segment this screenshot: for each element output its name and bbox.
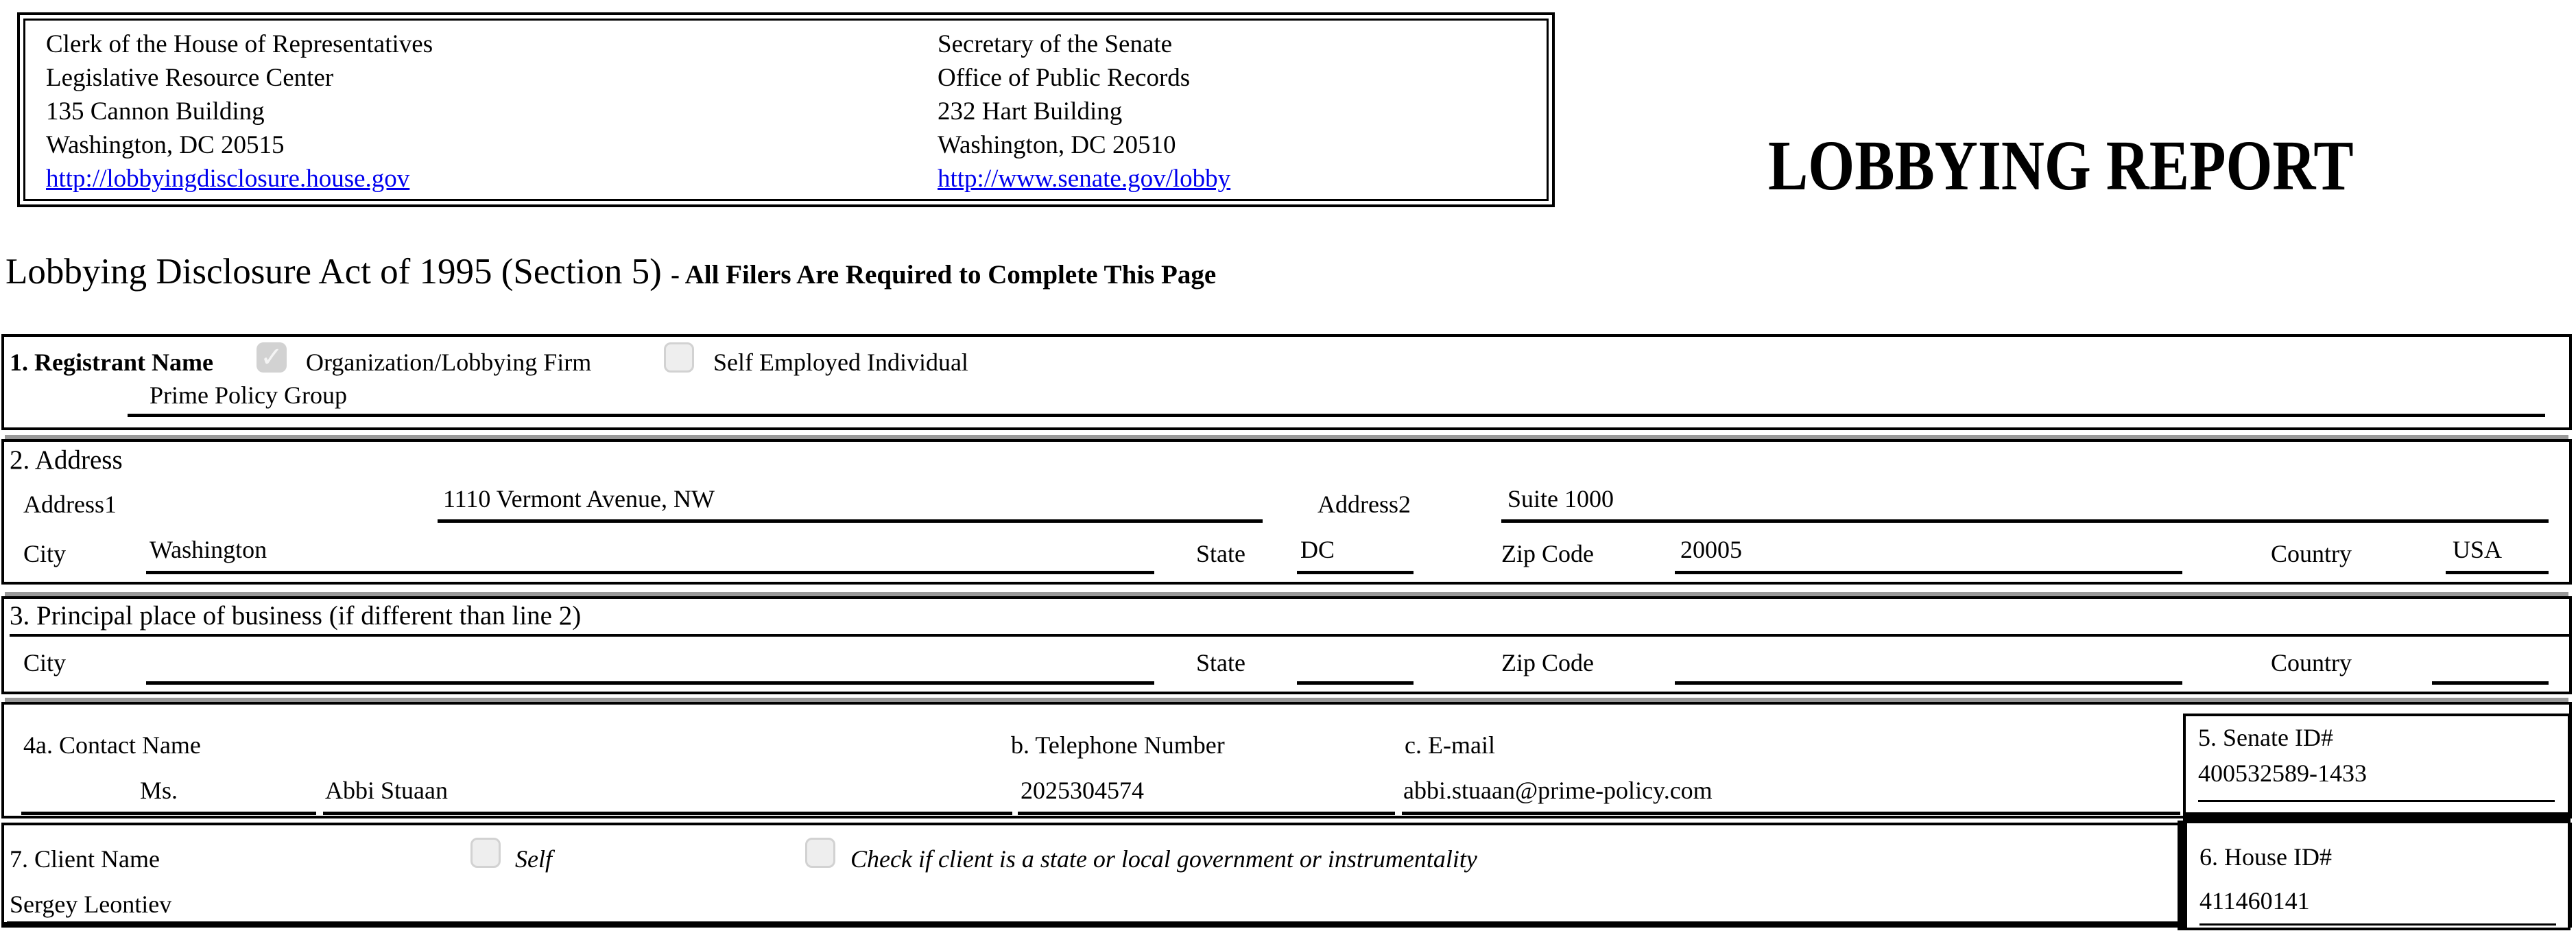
contact-name-label: 4a. Contact Name xyxy=(23,731,201,759)
senate-address-line: Office of Public Records xyxy=(938,64,1191,92)
address1-label: Address1 xyxy=(23,491,117,518)
house-address-line: Legislative Resource Center xyxy=(46,64,334,92)
agency-address-box-inner xyxy=(23,19,1549,201)
country-label: Country xyxy=(2271,540,2352,567)
zip-underline xyxy=(1675,571,2182,574)
address2-label: Address2 xyxy=(1317,491,1411,518)
senate-address-line: Secretary of the Senate xyxy=(938,30,1173,58)
subtitle xyxy=(5,251,1216,292)
email-field[interactable]: abbi.stuaan@prime-policy.com xyxy=(1403,777,1713,804)
client-government-label: Check if client is a state or local government or instrumentality xyxy=(850,845,1477,873)
agency-address-box xyxy=(17,12,1555,207)
principal-zip-underline xyxy=(1675,681,2182,685)
self-employed-option-label: Self Employed Individual xyxy=(713,349,968,376)
email-label: c. E-mail xyxy=(1405,731,1495,759)
senate-address-line: Washington, DC 20510 xyxy=(938,131,1176,159)
address1-field[interactable]: 1110 Vermont Avenue, NW xyxy=(443,485,715,512)
check-icon: ✓ xyxy=(260,342,283,373)
registrant-name-field[interactable]: Prime Policy Group xyxy=(150,381,347,409)
registrant-name-underline xyxy=(128,414,2545,417)
senate-id-box xyxy=(2183,714,2571,821)
country-field[interactable]: USA xyxy=(2453,536,2503,563)
contact-prefix-underline xyxy=(21,812,316,815)
house-address-line: Clerk of the House of Representatives xyxy=(46,30,433,58)
principal-zip-label: Zip Code xyxy=(1501,649,1594,676)
organization-checkbox[interactable] xyxy=(257,342,287,373)
state-underline xyxy=(1297,571,1414,574)
senate-lobby-link[interactable]: http://www.senate.gov/lobby xyxy=(938,165,1231,193)
house-address-line: 135 Cannon Building xyxy=(46,97,265,126)
house-clerk-address xyxy=(46,27,433,196)
zip-label: Zip Code xyxy=(1501,540,1594,567)
section-registrant-name xyxy=(1,334,2572,430)
principal-country-underline xyxy=(2432,681,2549,685)
client-name-label: 7. Client Name xyxy=(10,845,160,873)
act-title: Lobbying Disclosure Act of 1995 (Section 5) xyxy=(5,252,671,292)
house-disclosure-link[interactable]: http://lobbyingdisclosure.house.gov xyxy=(46,165,410,193)
contact-prefix-field[interactable]: Ms. xyxy=(140,777,178,804)
house-id-underline xyxy=(2199,923,2556,926)
client-self-checkbox[interactable] xyxy=(470,838,501,868)
organization-option-label: Organization/Lobbying Firm xyxy=(306,349,592,376)
country-underline xyxy=(2446,571,2549,574)
house-id-label: 6. House ID# xyxy=(2199,843,2332,871)
address-section-label: 2. Address xyxy=(10,445,123,475)
registrant-name-label: 1. Registrant Name xyxy=(10,349,213,376)
client-name-field[interactable]: Sergey Leontiev xyxy=(10,891,172,918)
contact-name-field[interactable]: Abbi Stuaan xyxy=(325,777,448,804)
principal-place-label: 3. Principal place of business (if different than line 2) xyxy=(10,600,2569,637)
senate-id-label: 5. Senate ID# xyxy=(2198,724,2333,751)
state-label: State xyxy=(1196,540,1245,567)
principal-city-label: City xyxy=(23,649,67,676)
house-id-box xyxy=(2178,821,2571,930)
all-filers-note: - All Filers Are Required to Complete This Page xyxy=(671,260,1217,290)
zip-field[interactable]: 20005 xyxy=(1680,536,1742,563)
senate-secretary-address xyxy=(938,27,1230,196)
senate-address-line: 232 Hart Building xyxy=(938,97,1123,126)
address1-underline xyxy=(438,519,1263,523)
house-address-line: Washington, DC 20515 xyxy=(46,131,285,159)
address2-field[interactable]: Suite 1000 xyxy=(1507,485,1614,512)
principal-city-underline xyxy=(146,681,1154,685)
senate-id-underline xyxy=(2198,800,2555,802)
city-underline xyxy=(146,571,1154,574)
senate-id-field[interactable]: 400532589-1433 xyxy=(2198,759,2367,787)
section-principal-place xyxy=(1,596,2572,694)
city-field[interactable]: Washington xyxy=(150,536,267,563)
client-name-underline xyxy=(7,921,2180,925)
house-id-field[interactable]: 411460141 xyxy=(2199,887,2310,915)
principal-state-label: State xyxy=(1196,649,1245,676)
contact-name-underline xyxy=(323,812,1012,815)
telephone-label: b. Telephone Number xyxy=(1011,731,1225,759)
client-government-checkbox[interactable] xyxy=(805,838,835,868)
section-address xyxy=(1,439,2572,585)
principal-state-underline xyxy=(1297,681,1414,685)
page-title: LOBBYING REPORT xyxy=(1768,126,2354,205)
telephone-field[interactable]: 2025304574 xyxy=(1021,777,1144,804)
client-self-label: Self xyxy=(515,845,552,873)
address2-underline xyxy=(1501,519,2549,523)
city-label: City xyxy=(23,540,67,567)
principal-country-label: Country xyxy=(2271,649,2352,676)
email-underline xyxy=(1402,812,2180,815)
telephone-underline xyxy=(1018,812,1395,815)
self-employed-checkbox[interactable] xyxy=(664,342,694,373)
state-field[interactable]: DC xyxy=(1300,536,1335,563)
